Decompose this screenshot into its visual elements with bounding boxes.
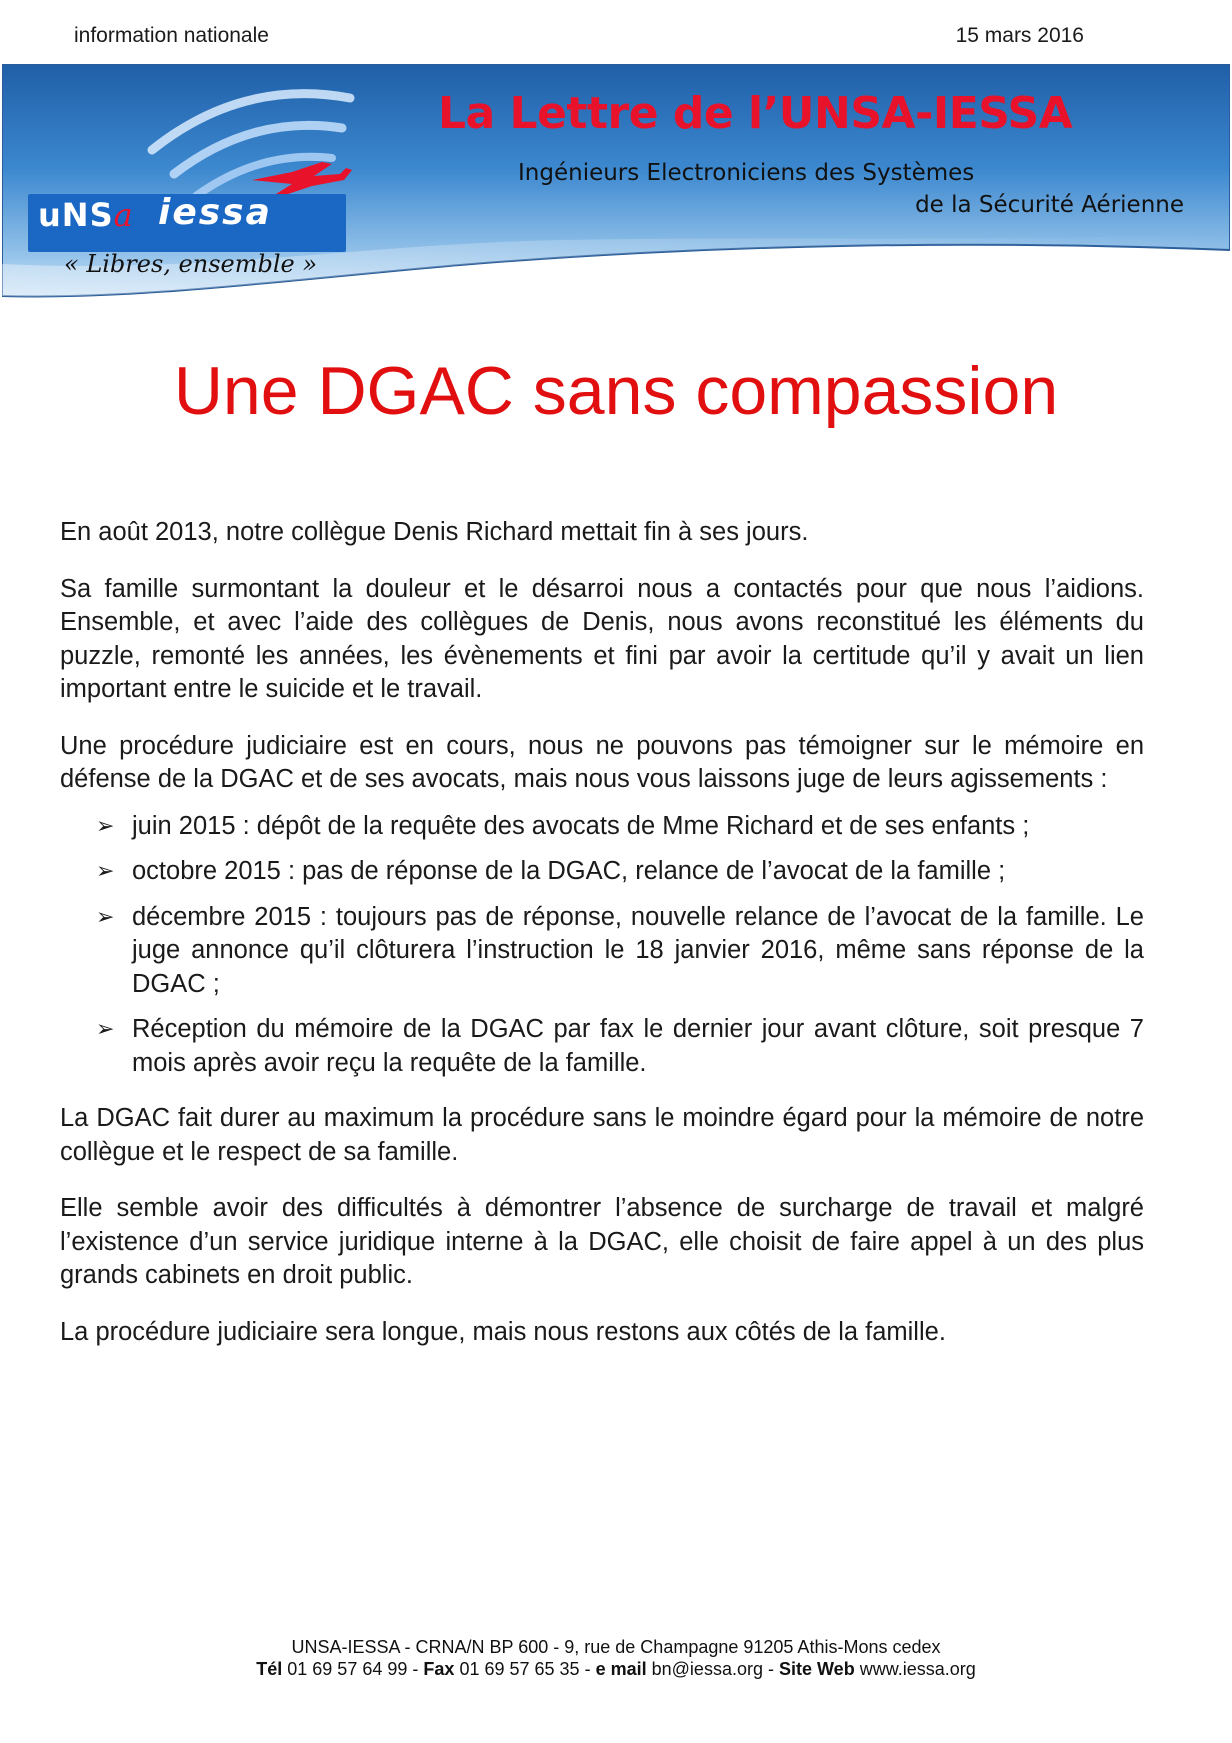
article-title: Une DGAC sans compassion (173, 353, 1059, 429)
top-header (74, 24, 1168, 52)
list-item (60, 855, 1144, 889)
newsletter-title: La Lettre de l’UNSA-IESSA (438, 88, 1073, 139)
logo-iessa: iessa (158, 192, 272, 233)
footer-address: UNSA-IESSA - CRNA/N BP 600 - 9, rue de Champagne 91205 Athis-Mons cedex (291, 1637, 941, 1657)
list-item (60, 901, 1144, 1002)
timeline-list (60, 810, 1144, 1081)
logo-motto: « Libres, ensemble » (64, 250, 318, 278)
header-date: 15 mars 2016 (955, 24, 1084, 47)
paragraph: Une procédure judiciaire est en cours, nous ne pouvons pas témoigner sur le mémoire en défense de la DGAC et de ses avocats, mais nous vous laissons juge de leurs agissements : (60, 731, 1144, 793)
list-item-text: Réception du mémoire de la DGAC par fax le dernier jour avant clôture, soit presque 7 mois après avoir reçu la requête de la famille. (132, 1015, 1144, 1077)
paragraph: La procédure judiciaire sera longue, mais nous restons aux côtés de la famille. (60, 1317, 946, 1346)
header-label: information nationale (74, 24, 269, 47)
article-body (60, 516, 1144, 1372)
fax-label: Fax (423, 1659, 455, 1679)
list-item (60, 1013, 1144, 1080)
arrow-bullet-icon: ➢ (96, 904, 115, 930)
paragraph: En août 2013, notre collègue Denis Richard mettait fin à ses jours. (60, 518, 809, 546)
tel-number: 01 69 57 64 99 (287, 1659, 408, 1679)
list-item-text: décembre 2015 : toujours pas de réponse, nouvelle relance de l’avocat de la famille. Le juge annonce qu’il clôturera l’instruction le 18 janvier 2016, même sans réponse de la DGAC ; (132, 902, 1144, 998)
footer (0, 1636, 1232, 1680)
paragraph: La DGAC fait durer au maximum la procédure sans le moindre égard pour la mémoire de notre collègue et le respect de sa famille. (60, 1104, 1144, 1166)
fax-number: 01 69 57 65 35 (459, 1659, 580, 1679)
email-link[interactable]: bn@iessa.org (651, 1659, 763, 1679)
logo-unsa: uNSa (38, 196, 134, 234)
newsletter-subtitle-line2: de la Sécurité Aérienne (915, 192, 1184, 218)
arrow-bullet-icon: ➢ (96, 813, 115, 839)
email-label: e mail (595, 1659, 647, 1679)
arrow-bullet-icon: ➢ (96, 1017, 115, 1042)
list-item (60, 810, 1144, 844)
newsletter-subtitle-line1: Ingénieurs Electroniciens des Systèmes (518, 160, 975, 186)
website-link[interactable]: www.iessa.org (859, 1659, 976, 1679)
arrow-bullet-icon: ➢ (96, 859, 115, 884)
web-label: Site Web (779, 1659, 855, 1679)
footer-contacts: Tél 01 69 57 64 99 - Fax 01 69 57 65 35 - e mail bn@iessa.org - Site Web www.iessa.org (256, 1659, 976, 1679)
list-item-text: juin 2015 : dépôt de la requête des avocats de Mme Richard et de ses enfants ; (132, 811, 1030, 840)
paragraph: Sa famille surmontant la douleur et le désarroi nous a contactés pour que nous l’aidions. Ensemble, et avec l’aide des collègues de Denis, nous avons reconstitué les éléments du puzzle, remonté les années, les évènements et fini par avoir la certitude qu’il y avait un lien important entre le suicide et le travail. (60, 574, 1144, 703)
paragraph: Elle semble avoir des difficultés à démontrer l’absence de surcharge de travail et malgré l’existence d’un service juridique interne à la DGAC, elle choisit de faire appel à un des plus grands cabinets en droit public. (60, 1194, 1144, 1289)
list-item-text: octobre 2015 : pas de réponse de la DGAC, relance de l’avocat de la famille ; (132, 857, 1006, 885)
letterhead-banner (2, 64, 1230, 300)
tel-label: Tél (256, 1659, 283, 1679)
